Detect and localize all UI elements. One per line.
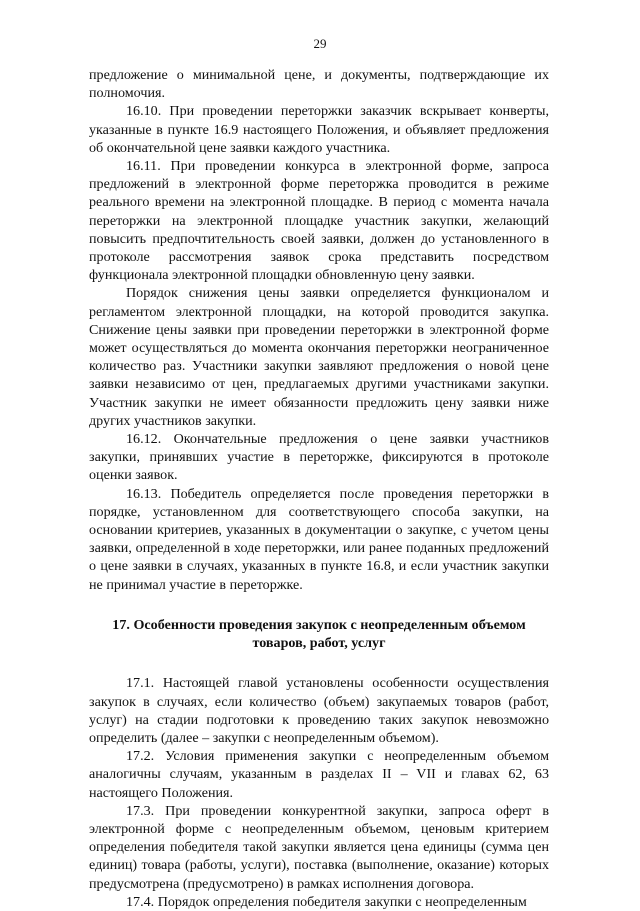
paragraph: 17.3. При проведении конкурентной закупки, запроса оферт в электронной форме с неопределенным объемом, ценовым критерием определения победителя такой закупки является цена единицы (сумма цен единиц) товара (работы, услуги), поставка (выполнение, оказание) которых предусмотрена (предусмотрено) в рамках исполнения договора.: [89, 802, 549, 892]
paragraph: 17.1. Настоящей главой установлены особенности осуществления закупок в случаях, если количество (объем) закупаемых товаров (работ, услуг) на стадии подготовки к проведению таких закупок невозможно определить (далее – закупки с неопределенным объемом).: [89, 675, 549, 746]
section-heading-line: товаров, работ, услуг: [252, 635, 386, 652]
paragraph: 16.11. При проведении конкурса в электронной форме, запроса предложений в электронной форме переторжка проводится в режиме реального времени на электронной площадке. В период с момента начала переторжки на электронной площадке участник закупки, желающий повысить предпочтительность своей заявки, должен до установленного в протоколе рассмотрения заявок срока представить посредством функционала электронной площадки обновленную цену заявки.: [89, 158, 549, 284]
paragraph: 17.2. Условия применения закупки с неопределенным объемом аналогичны случаям, указанным в разделах II – VII и главах 62, 63 настоящего Положения.: [89, 748, 549, 801]
paragraph: 16.12. Окончательные предложения о цене заявки участников закупки, принявших участие в переторжке, фиксируются в протоколе оценки заявок.: [89, 431, 549, 484]
section-heading: [89, 616, 549, 652]
paragraph: 16.13. Победитель определяется после проведения переторжки в порядке, установленном для соответствующего способа закупки, на основании критериев, указанных в документации о закупке, с учетом цены заявки, определенной в ходе переторжки, или ранее поданных предложений о цене заявки в случаях, указанных в пункте 16.8, и если участник закупки не принимал участие в переторжке.: [89, 485, 549, 593]
page-number: 29: [313, 36, 327, 51]
paragraph: 16.10. При проведении переторжки заказчик вскрывает конверты, указанные в пункте 16.9 настоящего Положения, и объявляет предложения об окончательной цене заявки каждого участника.: [89, 103, 549, 156]
paragraph: 17.4. Порядок определения победителя закупки с неопределенным: [126, 893, 527, 910]
document-body: [89, 66, 549, 911]
paragraph: предложение о минимальной цене, и документы, подтверждающие их полномочия.: [89, 67, 549, 102]
section-heading-line: 17. Особенности проведения закупок с неопределенным объемом: [112, 616, 526, 633]
paragraph: Порядок снижения цены заявки определяется функционалом и регламентом электронной площадки, на которой проводится закупка. Снижение цены заявки при проведении переторжки в электронной форме может осуществляться до момента окончания переторжки неограниченное количество раз. Участники закупки заявляют предложения о новой цене заявки независимо от цен, предлагаемых другими участниками закупки. Участник закупки не имеет обязанности предложить цену заявки ниже других участников закупки.: [89, 285, 549, 429]
